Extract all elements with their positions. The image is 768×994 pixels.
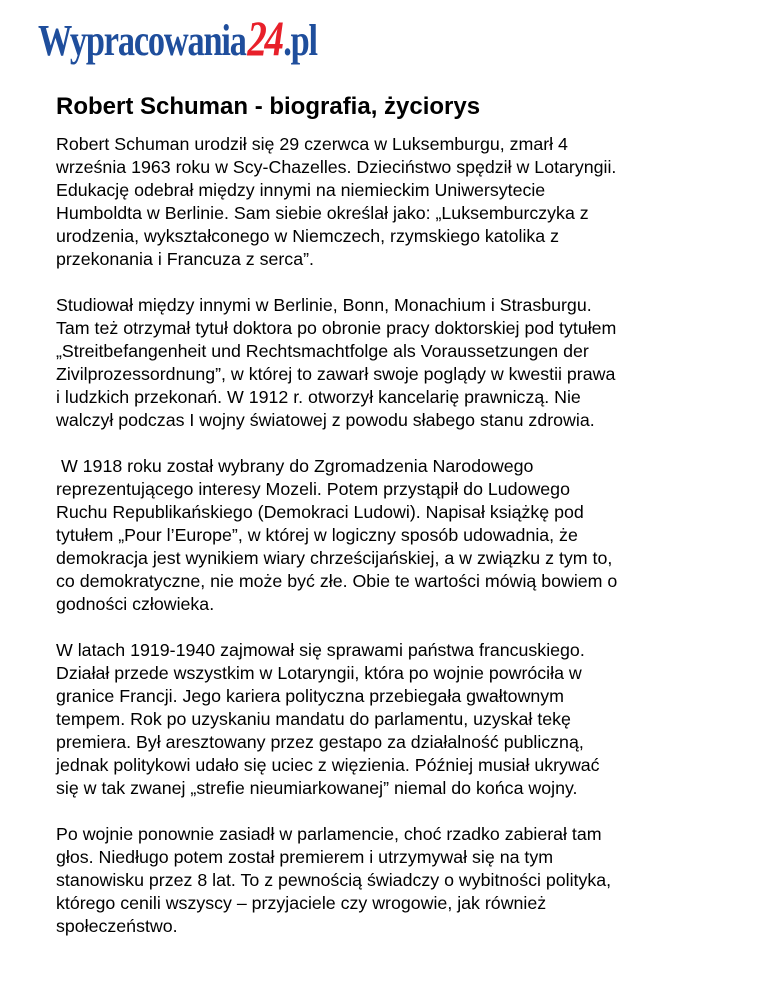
text-line: W latach 1919-1940 zajmował się sprawami państwa francuskiego. [56, 640, 585, 660]
text-line: którego cenili wszyscy – przyjaciele czy wrogowie, jak również [56, 893, 547, 913]
text-line: września 1963 roku w Scy-Chazelles. Dzieciństwo spędził w Lotaryngii. [56, 157, 617, 177]
text-line: Studiował między innymi w Berlinie, Bonn, Monachium i Strasburgu. [56, 295, 592, 315]
paragraph-4 [56, 639, 720, 800]
text-line: głos. Niedługo potem został premierem i utrzymywał się na tym [56, 847, 554, 867]
text-line: premiera. Był aresztowany przez gestapo za działalność publiczną, [56, 732, 584, 752]
paragraph-1 [56, 133, 720, 271]
text-line: stanowisku przez 8 lat. To z pewnością świadczy o wybitności polityka, [56, 870, 612, 890]
text-line: walczył podczas I wojny światowej z powodu słabego stanu zdrowia. [56, 410, 595, 430]
text-line: godności człowieka. [56, 594, 215, 614]
text-line: reprezentującego interesy Mozeli. Potem przystąpił do Ludowego [56, 479, 570, 499]
text-line: się w tak zwanej „strefie nieumiarkowanej” niemal do końca wojny. [56, 778, 578, 798]
text-line: co demokratyczne, nie może być złe. Obie te wartości mówią bowiem o [56, 571, 618, 591]
text-line: Ruchu Republikańskiego (Demokraci Ludowi). Napisał książkę pod [56, 502, 584, 522]
logo-brand-text: Wypracowania [38, 16, 246, 65]
text-line: jednak politykowi udało się uciec z więzienia. Później musiał ukrywać [56, 755, 600, 775]
text-line: przekonania i Francuza z serca”. [56, 249, 314, 269]
page-title: Robert Schuman - biografia, życiorys [56, 93, 481, 120]
paragraph-2 [56, 294, 720, 432]
paragraph-5 [56, 823, 720, 938]
site-logo[interactable] [38, 8, 317, 88]
text-line: Robert Schuman urodził się 29 czerwca w Luksemburgu, zmarł 4 [56, 134, 568, 154]
logo-tld-text: .pl [283, 16, 317, 65]
logo-number-text: 24 [247, 10, 282, 66]
text-line: Po wojnie ponownie zasiadł w parlamencie, choć rzadko zabierał tam [56, 824, 602, 844]
text-line: W 1918 roku został wybrany do Zgromadzenia Narodowego [56, 456, 534, 476]
paragraph-3 [56, 455, 720, 616]
text-line: „Streitbefangenheit und Rechtsmachtfolge als Voraussetzungen der [56, 341, 589, 361]
text-line: demokracja jest wynikiem wiary chrześcijańskiej, a w związku z tym to, [56, 548, 613, 568]
text-line: Humboldta w Berlinie. Sam siebie określał jako: „Luksemburczyka z [56, 203, 589, 223]
text-line: urodzenia, wykształconego w Niemczech, rzymskiego katolika z [56, 226, 560, 246]
text-line: tempem. Rok po uzyskaniu mandatu do parlamentu, uzyskał tekę [56, 709, 571, 729]
text-line: granice Francji. Jego kariera polityczna przebiegała gwałtownym [56, 686, 564, 706]
text-line: Zivilprozessordnung”, w której to zawarł swoje poglądy w kwestii prawa [56, 364, 616, 384]
text-line: Działał przede wszystkim w Lotaryngii, która po wojnie powróciła w [56, 663, 582, 683]
text-line: i ludzkich przekonań. W 1912 r. otworzył kancelarię prawniczą. Nie [56, 387, 581, 407]
text-line: Tam też otrzymał tytuł doktora po obronie pracy doktorskiej pod tytułem [56, 318, 617, 338]
text-line: tytułem „Pour l’Europe”, w której w logiczny sposób udowadnia, że [56, 525, 578, 545]
article-body [56, 133, 720, 961]
text-line: społeczeństwo. [56, 916, 178, 936]
text-line: Edukację odebrał między innymi na niemieckim Uniwersytecie [56, 180, 546, 200]
